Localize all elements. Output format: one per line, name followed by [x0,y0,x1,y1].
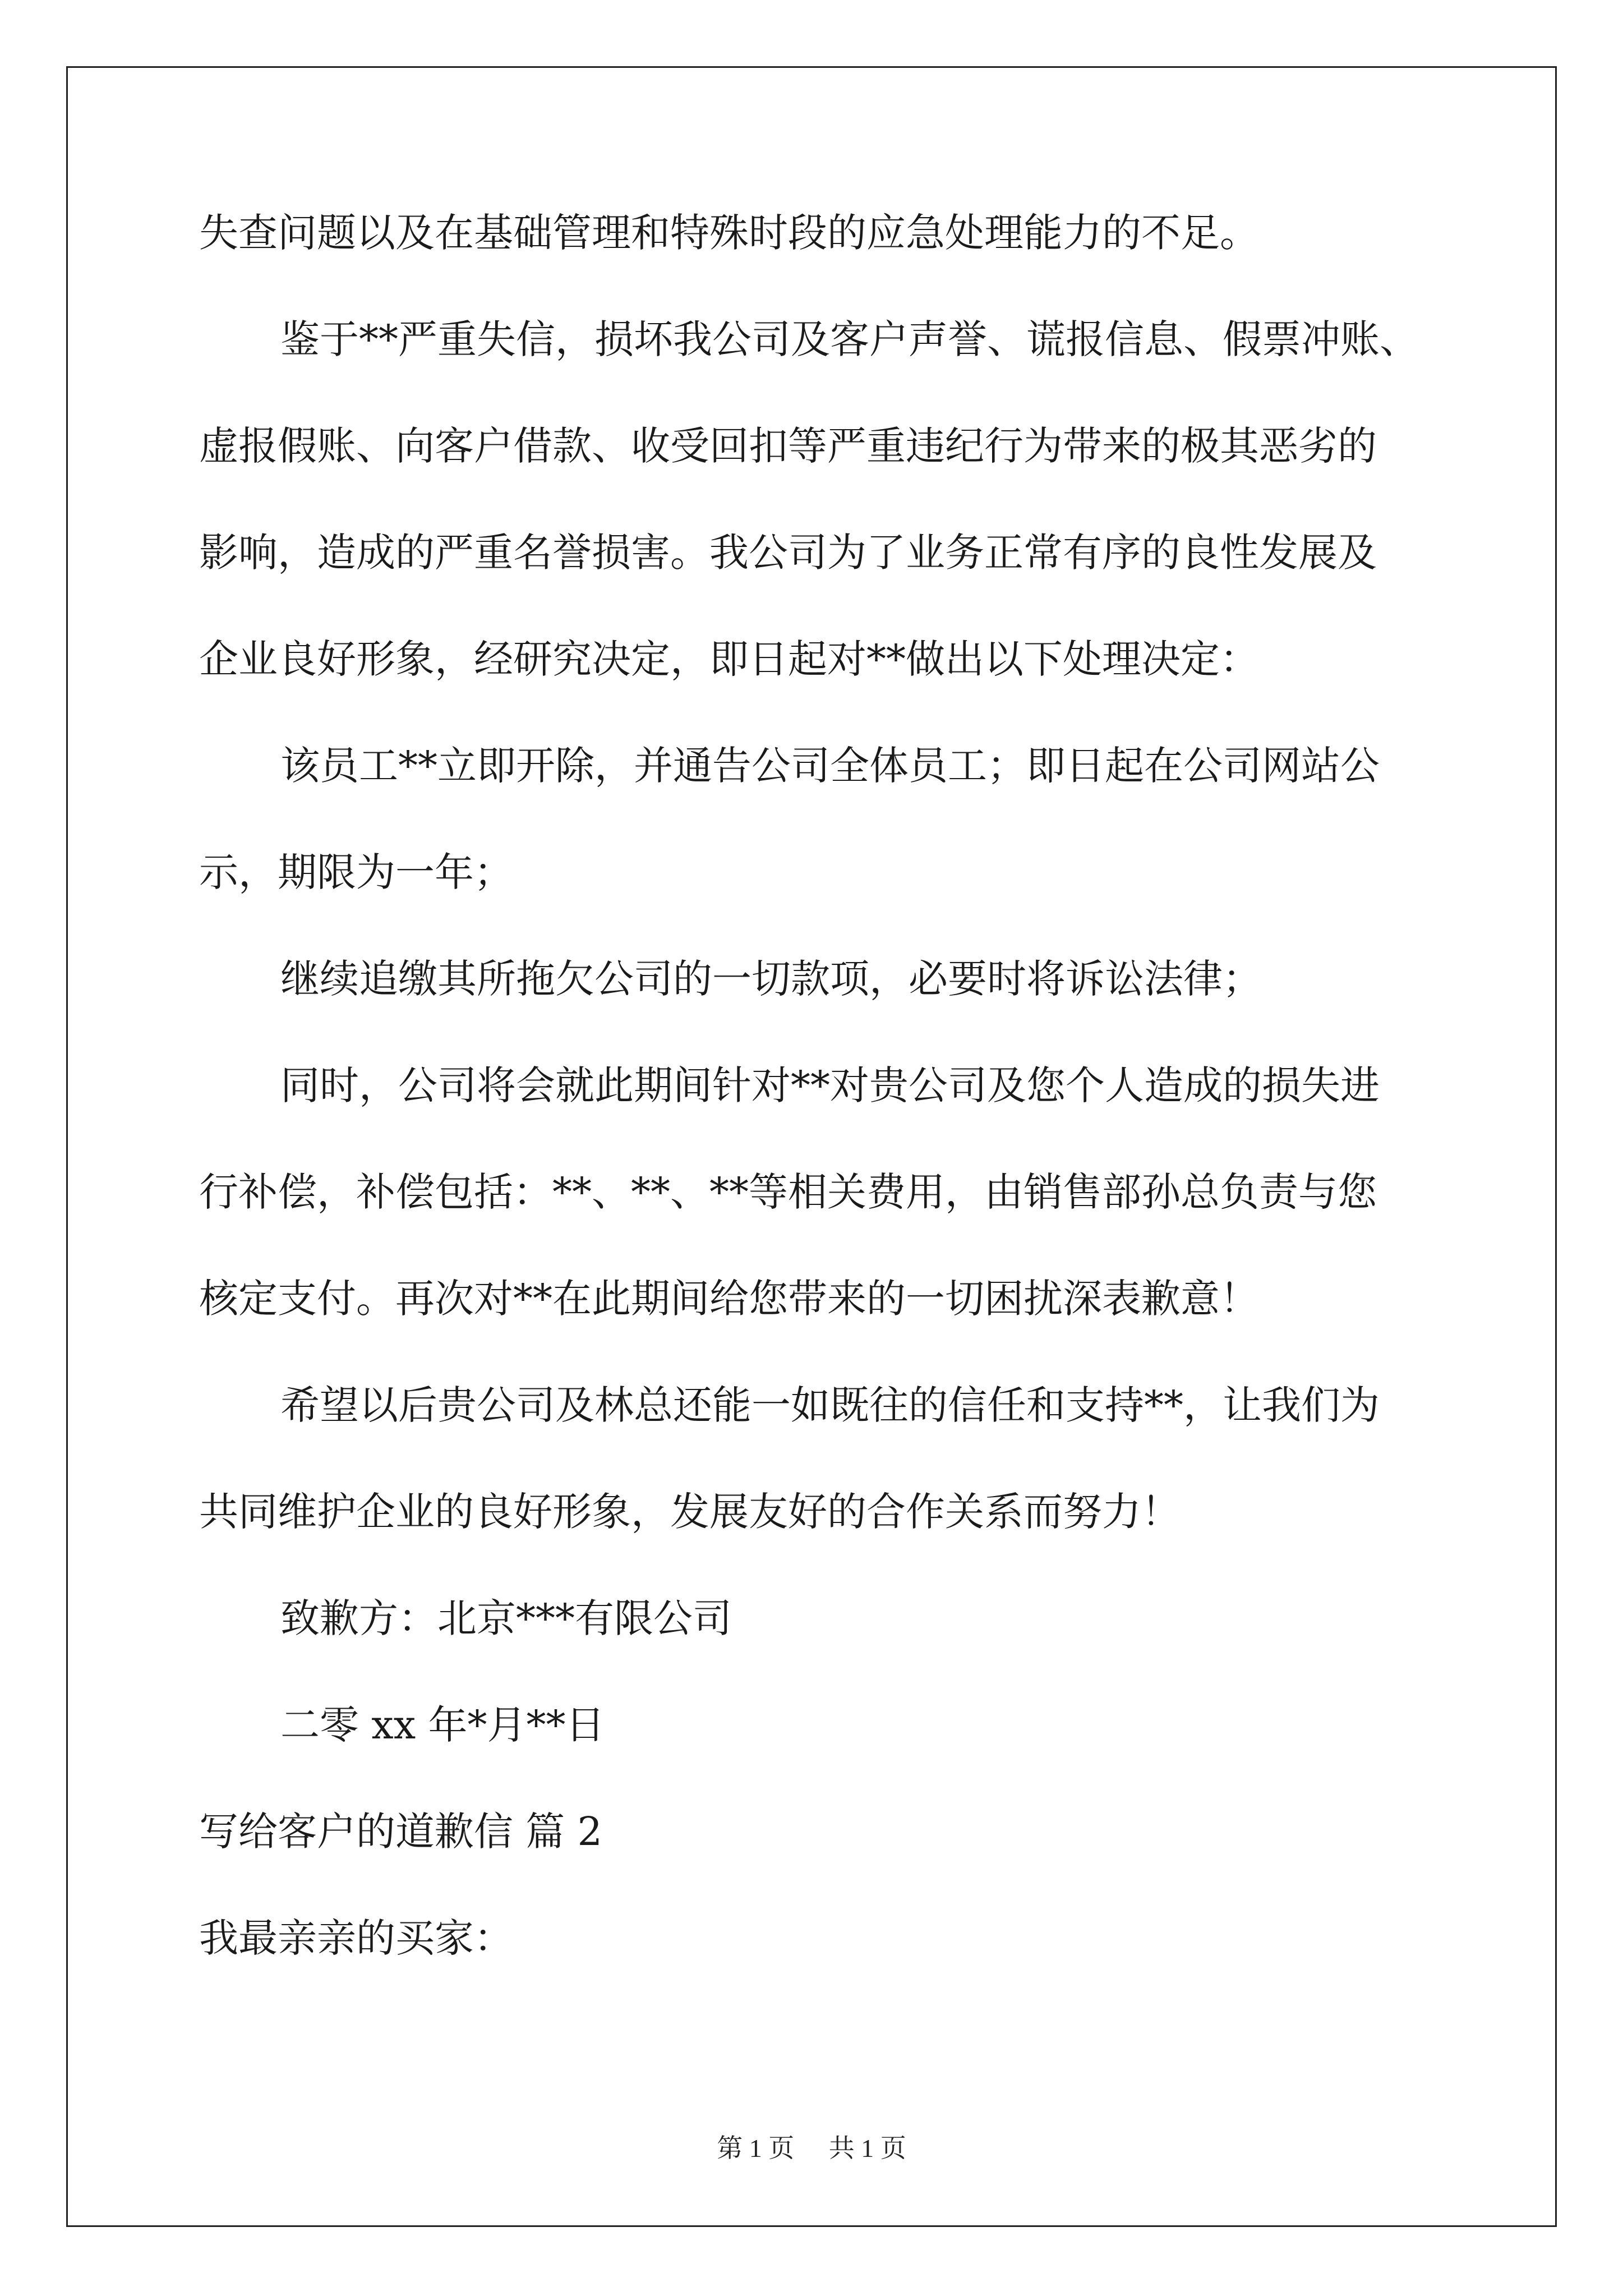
text-line: 企业良好形象，经研究决定，即日起对**做出以下处理决定： [199,636,1259,682]
text-line: 写给客户的道歉信 篇 2 [199,1809,603,1855]
text-line: 同时，公司将会就此期间针对**对贵公司及您个人造成的损失进 [280,1062,1380,1108]
text-line: 希望以后贵公司及林总还能一如既往的信任和支持**，让我们为 [280,1382,1380,1428]
text-line: 影响，造成的严重名誉损害。我公司为了业务正常有序的良性发展及 [199,530,1377,576]
text-line: 示，期限为一年； [199,849,513,895]
text-line: 共同维护企业的良好形象，发展友好的合作关系而努力！ [199,1489,1181,1535]
page-total: 共 1 页 [828,2134,906,2162]
page-footer [0,2132,1623,2165]
text-line: 我最亲亲的买家： [199,1915,513,1961]
text-line: 二零 xx 年*月**日 [280,1702,605,1748]
text-line: 该员工**立即开除，并通告公司全体员工；即日起在公司网站公 [280,743,1380,789]
text-line: 虚报假账、向客户借款、收受回扣等严重违纪行为带来的极其恶劣的 [199,423,1377,469]
text-line: 失查问题以及在基础管理和特殊时段的应急处理能力的不足。 [199,210,1259,256]
text-line: 鉴于**严重失信，损坏我公司及客户声誉、谎报信息、假票冲账、 [280,316,1419,362]
text-line: 致歉方：北京***有限公司 [280,1595,732,1641]
text-line: 继续追缴其所拖欠公司的一切款项，必要时将诉讼法律； [280,956,1262,1002]
document-body [199,202,1450,2014]
text-line: 核定支付。再次对**在此期间给您带来的一切困扰深表歉意！ [199,1276,1259,1322]
page-number: 第 1 页 [717,2134,795,2162]
text-line: 行补偿，补偿包括：**、**、**等相关费用，由销售部孙总负责与您 [199,1169,1377,1215]
